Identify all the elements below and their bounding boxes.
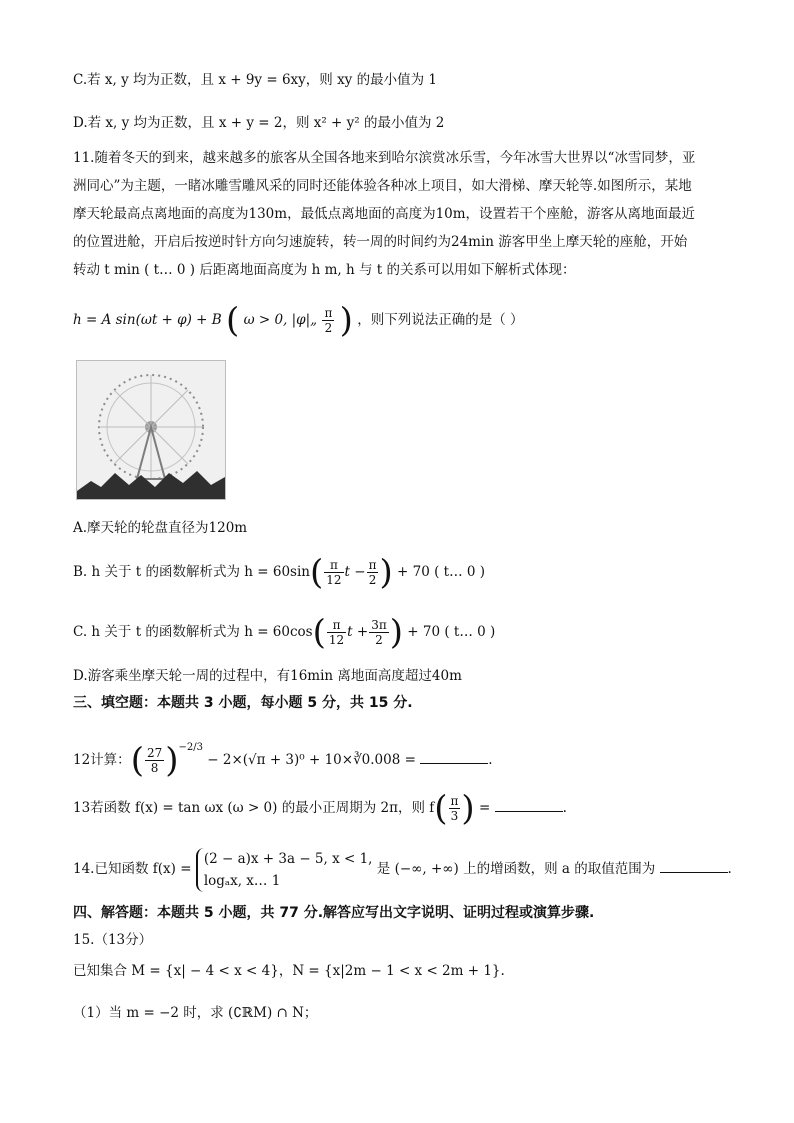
q11-formula: [73, 300, 524, 340]
q14-suffix: 是 (−∞, +∞) 上的增函数，则 a 的取值范围为: [376, 861, 656, 877]
q13-answer-blank[interactable]: [495, 797, 563, 812]
q11-option-c-prefix: C. h 关于 t 的函数解析式为 h = 60cos: [73, 624, 313, 640]
ferris-wheel-image: [76, 360, 226, 500]
frac-num: π: [450, 794, 459, 808]
q11-line-1: 11.随着冬天的到来，越来越多的旅客从全国各地来到哈尔滨赏冰乐雪，今年冰雪大世界以“冰雪同梦，亚: [73, 150, 696, 166]
q13-suffix: =: [478, 800, 491, 816]
paren-close: ): [339, 300, 353, 341]
q11-line-3: 摩天轮最高点离地面的高度为130m，最低点离地面的高度为10m，设置若干个座舱，游客从离地面最近: [73, 206, 696, 222]
q11-option-c: [73, 612, 495, 652]
q11-line-4: 的位置进舱，开启后按逆时针方向匀速旋转，转一周的时间约为24min 游客甲坐上摩天轮的座舱，开始: [73, 234, 688, 250]
section-4-heading: 四、解答题：本题共 5 小题，共 77 分.解答应写出文字说明、证明过程或演算步骤.: [73, 905, 595, 921]
frac-den: 3: [450, 809, 459, 823]
q11-option-b: [73, 552, 485, 592]
q11-option-b-prefix: B. h 关于 t 的函数解析式为 h = 60sin: [73, 564, 310, 580]
q15-part-1: （1）当 m = −2 时，求 (∁ℝM) ∩ N；: [73, 1005, 318, 1021]
frac-den: 2: [324, 321, 333, 335]
frac-den: 12: [326, 573, 342, 587]
section-3-heading: 三、填空题：本题共 3 小题，每小题 5 分，共 15 分.: [73, 695, 413, 711]
q14-prefix: 14.已知函数 f(x) =: [73, 861, 192, 877]
frac-den: 12: [328, 633, 345, 647]
q15-title: 15.（13分）: [73, 932, 153, 948]
paren-open: (: [226, 300, 240, 341]
paren-open: (: [434, 788, 448, 829]
frac: [327, 618, 346, 647]
q11-formula-prefix: h = A sin(ωt + φ) + B: [73, 312, 222, 328]
q11-line-5: 转动 t min ( t… 0 ) 后距离地面高度为 h m, h 与 t 的关系可以用如下解析式体现：: [73, 262, 576, 278]
q11-formula-cond: ω > 0, |φ|„: [243, 312, 318, 328]
paren-open: (: [310, 552, 324, 593]
q12-exponent: −2/3: [178, 742, 203, 753]
frac-num: π: [327, 618, 346, 633]
frac-num: π: [324, 306, 333, 320]
frac-num: π: [368, 558, 377, 572]
frac: [367, 558, 379, 587]
frac-num: 3π: [371, 618, 387, 632]
q14: 14.已知函数 f(x) = (2 − a)x + 3a − 5, x < 1, logₐx, x… 1 是 (−∞, +∞) 上的增函数，则 a 的取值范围为 .: [73, 845, 732, 893]
q11-option-c-suffix: + 70 ( t… 0 ): [407, 624, 496, 640]
q10-option-c: C.若 x, y 均为正数，且 x + 9y = 6xy，则 xy 的最小值为 1: [73, 72, 437, 88]
frac-den: 2: [375, 633, 383, 647]
q12: 12计算：( $\frac{27}{8}$ )$^{-2/3}$ − 2×(√π + 3)⁰ + 10×∛0.008 = .: [73, 740, 493, 781]
q11-option-d: D.游客乘坐摩天轮一周的过程中，有16min 离地面高度超过40m: [73, 668, 462, 684]
var-t: t +: [347, 624, 369, 640]
paren-close: ): [379, 552, 393, 593]
paren-close: ): [389, 612, 403, 653]
frac-num: 27: [146, 746, 163, 760]
q14-answer-blank[interactable]: [660, 858, 728, 873]
q11-formula-suffix: ，则下列说法正确的是（ ）: [357, 312, 524, 328]
frac: [449, 794, 461, 823]
q12-prefix: 12计算：: [73, 752, 131, 768]
frac: [145, 746, 164, 775]
frac: [369, 618, 389, 647]
frac-num: π: [324, 558, 343, 573]
frac-den: 8: [150, 761, 159, 775]
q12-expr: − 2×(√π + 3)⁰ + 10×∛0.008 =: [207, 752, 416, 768]
q11-line-2: 洲同心”为主题，一睹冰雕雪雕风采的同时还能体验各种冰上项目，如大滑梯、摩天轮等.如图所示，某地: [73, 178, 692, 194]
q10-option-d: D.若 x, y 均为正数，且 x + y = 2，则 x² + y² 的最小值为 2: [73, 115, 445, 131]
q14-case-2: logₐx, x… 1: [203, 872, 281, 889]
paren-open: (: [312, 612, 326, 653]
paren-close: ): [461, 788, 475, 829]
q12-answer-blank[interactable]: [420, 749, 488, 764]
paren-close: ): [165, 740, 179, 781]
q14-piecewise: [196, 848, 373, 892]
q11-option-a: A.摩天轮的轮盘直径为120m: [73, 520, 248, 536]
q14-case-1: (2 − a)x + 3a − 5, x < 1,: [203, 850, 373, 867]
ferris-wheel-icon: [77, 361, 225, 499]
q11-formula-frac: [322, 306, 334, 335]
paren-open: (: [130, 740, 144, 781]
var-t: t −: [344, 564, 366, 580]
frac-den: 2: [368, 573, 377, 587]
q11-stem: [73, 144, 723, 284]
q11-option-b-suffix: + 70 ( t… 0 ): [397, 564, 486, 580]
q13-prefix: 13若函数 f(x) = tan ωx (ω > 0) 的最小正周期为 2π，则 f: [73, 800, 435, 816]
q15-given: 已知集合 M = {x| − 4 < x < 4}，N = {x|2m − 1 < x < 2m + 1}.: [73, 963, 505, 979]
frac: [324, 558, 343, 587]
q13: 13若函数 f(x) = tan ωx (ω > 0) 的最小正周期为 2π，则 f( $\frac{\pi}{3}$ ) = .: [73, 788, 567, 829]
